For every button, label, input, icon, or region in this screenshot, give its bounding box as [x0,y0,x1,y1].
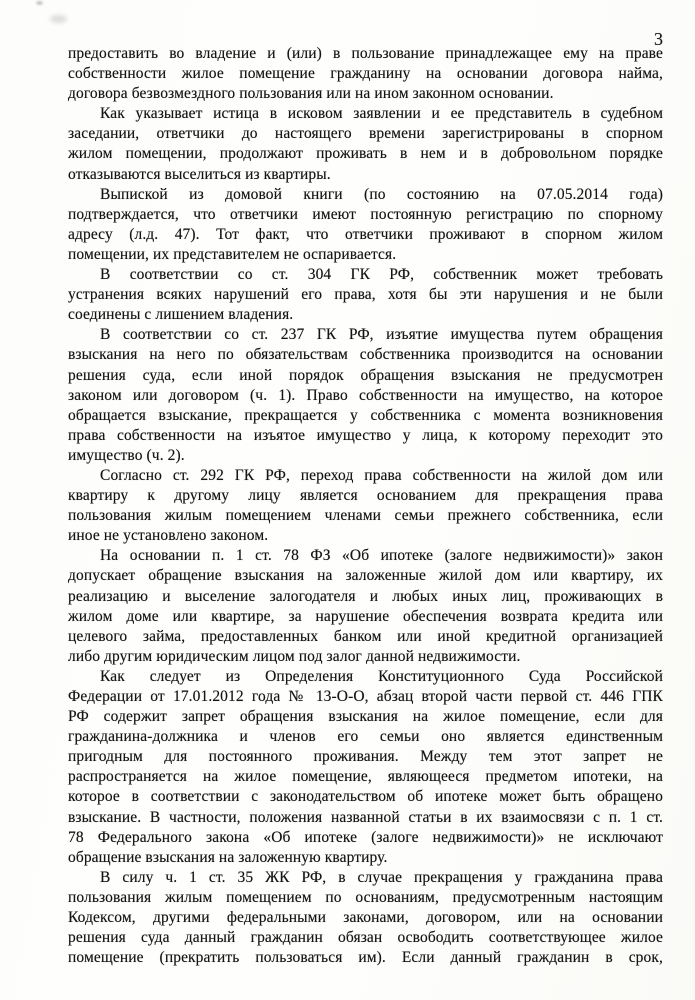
text-line: пользования жилым помещением по основаниям, предусмотренным настоящим [68,888,663,906]
text-line: На основании п. 1 ст. 78 ФЗ «Об ипотеке (залоге недвижимости)» закон [100,547,663,565]
text-block [68,44,663,968]
text-line: решения суда данный гражданин обязан освободить соответствующее жилое [68,929,663,947]
text-line: В соответствии со ст. 304 ГК РФ, собственник может требовать [100,266,663,284]
text-line: взыскание. В частности, положения названной статьи в их взаимосвязи с п. 1 ст. [68,808,663,826]
text-line: Как указывает истица в исковом заявлении и ее представитель в судебном [100,105,663,123]
text-line: реализацию и выселение залогодателя и любых иных лиц, проживающих в [68,587,663,605]
text-line: целевого займа, предоставленных банком или иной кредитной организацией [68,627,663,645]
text-line: Согласно ст. 292 ГК РФ, переход права собственности на жилой дом или [100,466,663,484]
text-line: права собственности на изъятое имущество у лица, к которому переходит это [68,426,663,444]
text-line: допускает обращение взыскания на заложенные жилой дом или квартиру, их [68,567,663,585]
text-line: Как следует из Определения Конституционного Суда Российской [100,667,663,685]
text-line: решения суда, если иной порядок обращения взыскания не предусмотрен [68,366,663,384]
text-line: заседании, ответчики до настоящего времени зарегистрированы в спорном [68,125,663,143]
text-line: взыскания на него по обязательствам собственника производится на основании [68,346,663,364]
text-line: либо другим юридическим лицом под залог данной недвижимости. [68,647,521,665]
text-line: Кодексом, другими федеральными законами, договором, или на основании [68,909,663,927]
scan-artifact [50,15,67,23]
text-line: квартиру к другому лицу является основанием для прекращения права [68,487,663,505]
text-line: устранения всяких нарушений его права, хотя бы эти нарушения и не были [68,286,663,304]
text-line: Выпиской из домовой книги (по состоянию на 07.05.2014 года) [100,185,663,203]
text-line: распространяется на жилое помещение, являющееся предметом ипотеки, на [68,768,663,786]
text-line: РФ содержит запрет обращения взыскания на жилое помещение, если для [68,708,663,726]
text-line: В силу ч. 1 ст. 35 ЖК РФ, в случае прекращения у гражданина права [100,868,663,886]
text-line: Федерации от 17.01.2012 года № 13-О-О, абзац второй части первой ст. 446 ГПК [68,688,663,705]
scan-artifact [36,1,43,5]
text-line: обращение взыскания на заложенную квартиру. [68,848,388,866]
text-line: подтверждается, что ответчики имеют постоянную регистрацию по спорному [68,205,663,223]
text-line: собственности жилое помещение гражданину на основании договора найма, [68,65,663,83]
text-line: соединены с лишением владения. [68,306,294,324]
text-line: отказываются выселиться из квартиры. [68,165,331,183]
page-number: 3 [654,29,663,49]
text-line: имущество (ч. 2). [68,446,185,464]
text-line: пользования жилым помещением членами семьи прежнего собственника, если [68,507,663,525]
text-line: предоставить во владение и (или) в пользование принадлежащее ему на праве [68,45,663,62]
text-line: В соответствии со ст. 237 ГК РФ, изъятие имущества путем обращения [100,326,663,344]
text-line: обращается взыскание, прекращается у собственника с момента возникновения [68,406,663,424]
text-line: жилом помещении, продолжают проживать в нем и в добровольном порядке [68,145,663,163]
text-line: 78 Федерального закона «Об ипотеке (залоге недвижимости)» не исключают [68,828,663,846]
text-line: помещение (прекратить пользоваться им). Если данный гражданин в срок, [68,949,663,967]
text-line: гражданина-должника и членов его семьи оно является единственным [68,728,663,746]
text-line: иное не установлено законом. [68,527,269,545]
text-line: законом или договором (ч. 1). Право собственности на имущество, на которое [68,386,663,404]
text-line: пригодным для постоянного проживания. Между тем этот запрет не [68,748,663,766]
text-line: адресу (л.д. 47). Тот факт, что ответчики проживают в спорном жилом [68,225,663,243]
text-line: договора безвозмездного пользования или на ином законном основании. [68,85,554,103]
text-line: жилом доме или квартире, за нарушение обеспечения возврата кредита или [68,607,663,625]
text-line: помещении, их представителем не оспаривается. [68,245,397,263]
text-line: которое в соответствии с законодательством об ипотеке может быть обращено [68,788,663,806]
